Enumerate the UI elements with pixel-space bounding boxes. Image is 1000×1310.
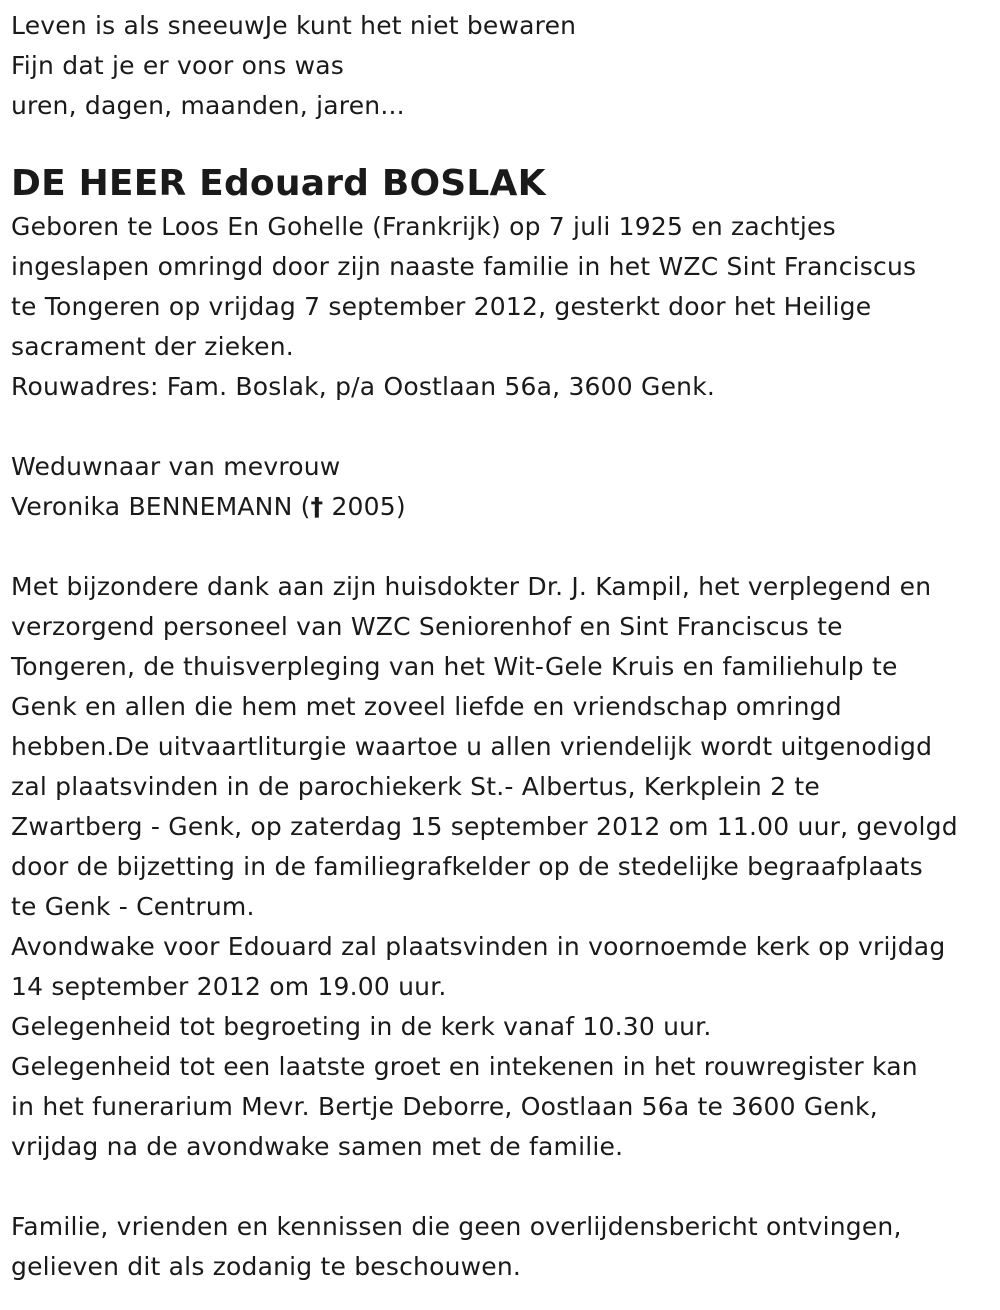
thanks-line: door de bijzetting in de familiegrafkelder op de stedelijke begraafplaats	[11, 852, 923, 881]
spacer	[11, 407, 992, 447]
thanks-line: verzorgend personeel van WZC Seniorenhof en Sint Franciscus te	[11, 612, 843, 641]
poem-line: uren, dagen, maanden, jaren...	[11, 91, 405, 120]
spouse-death-year: 2005)	[323, 492, 406, 521]
mourning-address: Rouwadres: Fam. Boslak, p/a Oostlaan 56a, 3600 Genk.	[11, 372, 716, 401]
thanks-line: hebben.De uitvaartliturgie waartoe u allen vriendelijk wordt uitgenodigd	[11, 732, 933, 761]
thanks-line: vrijdag na de avondwake samen met de familie.	[11, 1132, 624, 1161]
thanks-line: te Genk - Centrum.	[11, 892, 255, 921]
spouse-name-line	[11, 487, 992, 527]
spacer	[11, 527, 992, 567]
closing-paragraph	[11, 1207, 992, 1287]
poem	[11, 6, 992, 126]
thanks-line: Avondwake voor Edouard zal plaatsvinden in voornoemde kerk op vrijdag	[11, 932, 946, 961]
thanks-line: zal plaatsvinden in de parochiekerk St.- Albertus, Kerkplein 2 te	[11, 772, 820, 801]
thanks-line: Tongeren, de thuisverpleging van het Wit-Gele Kruis en familiehulp te	[11, 652, 898, 681]
intro-line: sacrament der zieken.	[11, 332, 294, 361]
spouse-label: Weduwnaar van mevrouw	[11, 452, 341, 481]
deceased-title: DE HEER Edouard BOSLAK	[11, 163, 546, 204]
poem-line: Fijn dat je er voor ons was	[11, 51, 344, 80]
intro-line: Geboren te Loos En Gohelle (Frankrijk) op 7 juli 1925 en zachtjes	[11, 212, 836, 241]
thanks-line: Genk en allen die hem met zoveel liefde en vriendschap omringd	[11, 692, 842, 721]
cross-icon: †	[310, 492, 324, 521]
intro-paragraph	[11, 207, 992, 407]
thanks-line: Gelegenheid tot een laatste groet en intekenen in het rouwregister kan	[11, 1052, 918, 1081]
thanks-line: in het funerarium Mevr. Bertje Deborre, Oostlaan 56a te 3600 Genk,	[11, 1092, 878, 1121]
thanks-line: Met bijzondere dank aan zijn huisdokter Dr. J. Kampil, het verplegend en	[11, 572, 932, 601]
spouse-name: Veronika BENNEMANN (	[11, 492, 311, 521]
thanks-paragraph	[11, 567, 992, 1167]
intro-line: ingeslapen omringd door zijn naaste familie in het WZC Sint Franciscus	[11, 252, 917, 281]
intro-line: te Tongeren op vrijdag 7 september 2012, gesterkt door het Heilige	[11, 292, 872, 321]
closing-line: Familie, vrienden en kennissen die geen overlijdensbericht ontvingen,	[11, 1212, 902, 1241]
thanks-line: Gelegenheid tot begroeting in de kerk vanaf 10.30 uur.	[11, 1012, 712, 1041]
spouse-paragraph	[11, 447, 992, 527]
thanks-line: Zwartberg - Genk, op zaterdag 15 september 2012 om 11.00 uur, gevolgd	[11, 812, 958, 841]
spacer	[11, 1167, 992, 1207]
poem-line: Leven is als sneeuwJe kunt het niet bewaren	[11, 11, 577, 40]
closing-line: gelieven dit als zodanig te beschouwen.	[11, 1252, 522, 1281]
thanks-line: 14 september 2012 om 19.00 uur.	[11, 972, 447, 1001]
